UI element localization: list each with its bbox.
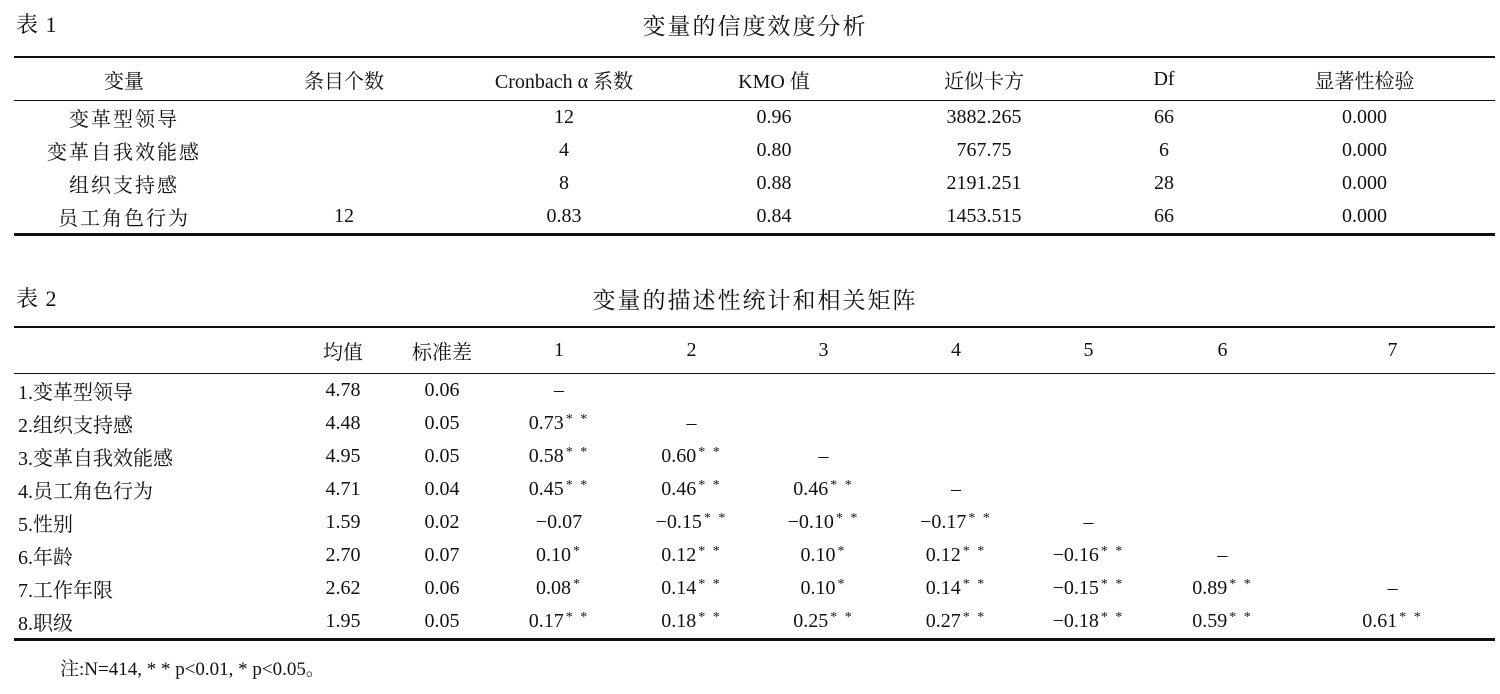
significance-marker: * * xyxy=(1100,544,1125,559)
significance-marker: * * xyxy=(835,511,860,526)
correlation-value: 0.12 xyxy=(925,544,961,566)
table2-col-header: 4 xyxy=(890,327,1022,374)
correlation-cell xyxy=(1155,473,1290,506)
table1-cell: 0.80 xyxy=(756,139,792,161)
mean-cell: 1.95 xyxy=(325,610,361,632)
correlation-cell xyxy=(626,473,757,506)
table1-col-header: 变量 xyxy=(14,57,234,101)
table1-cell: 0.83 xyxy=(546,205,582,227)
significance-marker: * * xyxy=(565,610,590,625)
sd-cell: 0.06 xyxy=(424,379,460,401)
table2-col-header: 3 xyxy=(757,327,890,374)
significance-marker: * * xyxy=(565,412,590,427)
mean-cell: 2.70 xyxy=(325,544,361,566)
table1-col-header: Df xyxy=(1094,57,1234,101)
correlation-cell xyxy=(626,407,757,440)
correlation-value: −0.16 xyxy=(1052,544,1099,566)
variable-name-cell: 1.变革型领导 xyxy=(18,382,133,404)
table2-col-header: 5 xyxy=(1022,327,1155,374)
table2-col-header: 2 xyxy=(626,327,757,374)
correlation-cell xyxy=(890,440,1022,473)
table1-cell: 0.000 xyxy=(1342,172,1387,194)
significance-marker: * * xyxy=(962,544,987,559)
table1-cell: 4 xyxy=(559,139,569,161)
correlation-value: 0.10 xyxy=(800,577,836,599)
correlation-cell xyxy=(492,605,626,640)
table1-cell: 12 xyxy=(554,106,574,128)
significance-marker: * * xyxy=(698,577,722,592)
table2-title: 变量的描述性统计和相关矩阵 xyxy=(592,288,918,313)
correlation-value: 0.60 xyxy=(661,445,697,467)
correlation-value: – xyxy=(1083,511,1094,533)
significance-marker: * * xyxy=(962,610,987,625)
significance-marker: * * xyxy=(698,610,722,625)
correlation-value: −0.15 xyxy=(655,511,702,533)
correlation-cell xyxy=(890,506,1022,539)
correlation-cell xyxy=(757,539,890,572)
correlation-value: – xyxy=(686,412,697,434)
correlation-cell xyxy=(626,440,757,473)
sd-cell: 0.05 xyxy=(424,610,460,632)
correlation-cell xyxy=(890,539,1022,572)
table1-cell xyxy=(234,101,454,135)
table1-cell: 2191.251 xyxy=(946,172,1022,194)
mean-cell: 4.95 xyxy=(325,445,361,467)
significance-marker: * * xyxy=(1100,577,1125,592)
significance-marker: * * xyxy=(565,478,590,493)
table1-cell: 8 xyxy=(559,172,569,194)
correlation-cell xyxy=(626,572,757,605)
correlation-cell xyxy=(1155,506,1290,539)
significance-marker: * * xyxy=(1229,577,1253,592)
table2-label: 表 2 xyxy=(16,286,58,311)
variable-name-cell: 4.员工角色行为 xyxy=(18,481,153,503)
table1-header-row xyxy=(14,57,1495,101)
correlation-cell xyxy=(1290,440,1495,473)
table2-col-header: 1 xyxy=(492,327,626,374)
correlation-value: 0.18 xyxy=(661,610,697,632)
table1-cell: 12 xyxy=(334,205,354,227)
table2-col-header: 标准差 xyxy=(392,327,492,374)
correlation-cell xyxy=(1022,473,1155,506)
correlation-value: – xyxy=(554,379,564,401)
correlation-cell xyxy=(890,407,1022,440)
table1-cell: 6 xyxy=(1159,139,1169,161)
correlation-value: 0.46 xyxy=(661,478,697,500)
correlation-cell xyxy=(1022,374,1155,408)
mean-cell: 1.59 xyxy=(325,511,361,533)
correlation-cell xyxy=(1155,572,1290,605)
table1-col-header: Cronbach α 系数 xyxy=(454,57,674,101)
correlation-cell xyxy=(492,473,626,506)
correlation-cell xyxy=(757,506,890,539)
correlation-value: 0.89 xyxy=(1192,577,1228,599)
correlation-cell xyxy=(757,605,890,640)
sd-cell: 0.04 xyxy=(424,478,460,500)
mean-cell: 4.48 xyxy=(325,412,361,434)
correlation-value: −0.15 xyxy=(1052,577,1099,599)
table1-label: 表 1 xyxy=(16,12,58,37)
correlation-cell xyxy=(890,572,1022,605)
correlation-cell xyxy=(492,407,626,440)
correlation-cell xyxy=(492,374,626,408)
table1-cell: 3882.265 xyxy=(946,106,1022,128)
correlation-cell xyxy=(757,473,890,506)
significance-marker: * xyxy=(837,544,847,559)
table1-title: 变量的信度效度分析 xyxy=(642,14,868,39)
correlation-cell xyxy=(1290,572,1495,605)
correlation-cell xyxy=(626,539,757,572)
correlation-value: 0.14 xyxy=(661,577,697,599)
correlation-value: 0.08 xyxy=(536,577,571,599)
correlation-value: 0.14 xyxy=(925,577,961,599)
table1-cell: 0.84 xyxy=(756,205,792,227)
significance-marker: * * xyxy=(1229,610,1253,625)
significance-marker: * * xyxy=(698,544,722,559)
significance-marker: * xyxy=(573,544,582,559)
variable-name-cell: 8.职级 xyxy=(18,613,73,635)
correlation-cell xyxy=(492,440,626,473)
correlation-cell xyxy=(1022,440,1155,473)
table2-row xyxy=(14,539,1495,572)
correlation-cell xyxy=(1290,605,1495,640)
table2-row xyxy=(14,605,1495,640)
correlation-value: −0.07 xyxy=(535,511,583,533)
significance-marker: * * xyxy=(962,577,987,592)
sd-cell: 0.05 xyxy=(424,445,460,467)
variable-name-cell: 6.年龄 xyxy=(18,547,73,569)
variable-name-cell: 变革自我效能感 xyxy=(47,142,201,164)
table2-caption xyxy=(16,282,1494,314)
correlation-value: −0.17 xyxy=(920,511,967,533)
correlation-value: 0.45 xyxy=(528,478,564,500)
correlation-cell xyxy=(1155,440,1290,473)
mean-cell: 4.78 xyxy=(325,379,361,401)
correlation-value: 0.27 xyxy=(925,610,961,632)
table1-cell: 0.000 xyxy=(1342,205,1387,227)
sd-cell: 0.07 xyxy=(424,544,460,566)
significance-marker: * * xyxy=(830,610,854,625)
correlation-value: 0.61 xyxy=(1362,610,1398,632)
significance-marker: * * xyxy=(830,478,854,493)
table2-col-header: 6 xyxy=(1155,327,1290,374)
correlation-cell xyxy=(1155,605,1290,640)
variable-name-cell: 组织支持感 xyxy=(69,175,179,197)
variable-name-cell: 2.组织支持感 xyxy=(18,415,133,437)
correlation-value: 0.59 xyxy=(1192,610,1228,632)
table2-col-header xyxy=(14,327,294,374)
correlation-cell xyxy=(1290,473,1495,506)
table2-row xyxy=(14,572,1495,605)
table1-col-header: 显著性检验 xyxy=(1234,57,1495,101)
correlation-cell xyxy=(757,440,890,473)
table1-row xyxy=(14,200,1495,235)
sd-cell: 0.02 xyxy=(424,511,460,533)
sd-cell: 0.05 xyxy=(424,412,460,434)
variable-name-cell: 7.工作年限 xyxy=(18,580,113,602)
correlation-value: −0.18 xyxy=(1052,610,1099,632)
correlation-value: 0.58 xyxy=(528,445,564,467)
correlation-value: – xyxy=(818,445,829,467)
correlation-cell xyxy=(1290,506,1495,539)
correlation-cell xyxy=(1155,539,1290,572)
table1-col-header: KMO 值 xyxy=(674,57,874,101)
significance-marker: * * xyxy=(1399,610,1423,625)
table1-col-header: 条目个数 xyxy=(234,57,454,101)
significance-marker: * * xyxy=(698,445,722,460)
correlation-cell xyxy=(1022,506,1155,539)
correlation-value: 0.10 xyxy=(536,544,571,566)
significance-marker: * * xyxy=(565,445,590,460)
table2-row xyxy=(14,374,1495,408)
table2-row xyxy=(14,440,1495,473)
table1-caption xyxy=(16,8,1494,40)
mean-cell: 2.62 xyxy=(325,577,361,599)
table2-col-header: 均值 xyxy=(294,327,392,374)
variable-name-cell: 员工角色行为 xyxy=(58,208,190,230)
correlation-value: 0.73 xyxy=(528,412,564,434)
correlation-value: −0.10 xyxy=(787,511,834,533)
correlation-value: 0.17 xyxy=(528,610,564,632)
table2-row xyxy=(14,407,1495,440)
correlation-cell xyxy=(626,374,757,408)
table1-col-header: 近似卡方 xyxy=(874,57,1094,101)
table1-cell xyxy=(234,134,454,167)
correlation-value: 0.46 xyxy=(793,478,829,500)
correlation-cell xyxy=(626,605,757,640)
correlation-value: 0.12 xyxy=(661,544,697,566)
table1-row xyxy=(14,101,1495,135)
table1-row xyxy=(14,134,1495,167)
correlation-cell xyxy=(757,407,890,440)
table1-cell: 767.75 xyxy=(956,139,1012,161)
significance-marker: * * xyxy=(698,478,722,493)
correlation-cell xyxy=(890,473,1022,506)
significance-marker: * * xyxy=(1100,610,1125,625)
correlation-cell xyxy=(1290,407,1495,440)
correlation-value: – xyxy=(1387,577,1398,599)
correlation-cell xyxy=(492,506,626,539)
table1-cell: 0.88 xyxy=(756,172,792,194)
table1-cell: 1453.515 xyxy=(946,205,1022,227)
table2-row xyxy=(14,506,1495,539)
table1-row xyxy=(14,167,1495,200)
correlation-value: – xyxy=(951,478,961,500)
mean-cell: 4.71 xyxy=(325,478,361,500)
table1-cell: 0.000 xyxy=(1342,139,1387,161)
correlation-cell xyxy=(1290,539,1495,572)
correlation-cell xyxy=(492,572,626,605)
correlation-value: 0.25 xyxy=(793,610,829,632)
table2-row xyxy=(14,473,1495,506)
variable-name-cell: 5.性别 xyxy=(18,514,73,536)
significance-marker: * * xyxy=(703,511,728,526)
table1-cell: 66 xyxy=(1154,106,1174,128)
table-note: 注:N=414, * * p<0.01, * p<0.05。 xyxy=(60,659,325,680)
table1-cell xyxy=(234,167,454,200)
variable-name-cell: 变革型领导 xyxy=(69,109,179,131)
descriptive-correlation-table xyxy=(14,326,1495,641)
correlation-cell xyxy=(626,506,757,539)
correlation-cell xyxy=(757,374,890,408)
sd-cell: 0.06 xyxy=(424,577,460,599)
table1-cell: 66 xyxy=(1154,205,1174,227)
correlation-cell xyxy=(1022,539,1155,572)
correlation-cell xyxy=(1022,572,1155,605)
significance-marker: * xyxy=(573,577,582,592)
correlation-cell xyxy=(1155,374,1290,408)
significance-marker: * xyxy=(837,577,847,592)
table1-cell: 0.000 xyxy=(1342,106,1387,128)
significance-marker: * * xyxy=(968,511,992,526)
correlation-value: 0.10 xyxy=(800,544,836,566)
correlation-cell xyxy=(1155,407,1290,440)
correlation-cell xyxy=(1290,374,1495,408)
correlation-value: – xyxy=(1217,544,1228,566)
variable-name-cell: 3.变革自我效能感 xyxy=(18,448,173,470)
table2-col-header: 7 xyxy=(1290,327,1495,374)
correlation-cell xyxy=(1022,605,1155,640)
correlation-cell xyxy=(890,374,1022,408)
correlation-cell xyxy=(890,605,1022,640)
correlation-cell xyxy=(492,539,626,572)
table1-cell: 28 xyxy=(1154,172,1174,194)
table1-cell: 0.96 xyxy=(756,106,792,128)
reliability-validity-table xyxy=(14,56,1495,236)
table2-header-row xyxy=(14,327,1495,374)
correlation-cell xyxy=(1022,407,1155,440)
correlation-cell xyxy=(757,572,890,605)
